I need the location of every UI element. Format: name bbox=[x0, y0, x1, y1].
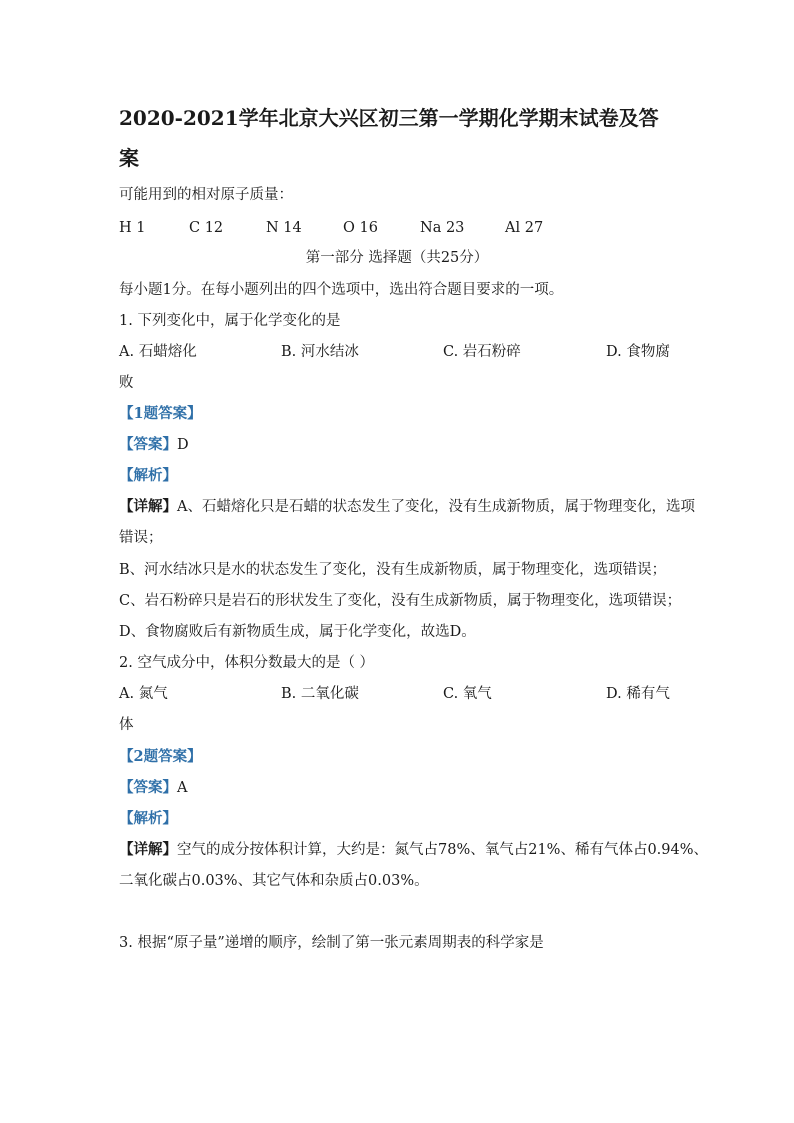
q1-stem: 1. 下列变化中，属于化学变化的是 bbox=[119, 313, 341, 329]
q1-answer-line bbox=[119, 435, 189, 455]
section-heading: 第一部分 选择题（共25分） bbox=[305, 250, 489, 266]
q1-detail-line4: C、岩石粉碎只是岩石的形状发生了变化，没有生成新物质，属于物理变化，选项错误； bbox=[119, 593, 682, 609]
q2-option-c: C. 氧气 bbox=[443, 686, 492, 702]
q1-detail-line3: B、河水结冰只是水的状态发生了变化，没有生成新物质，属于物理变化，选项错误； bbox=[119, 562, 667, 578]
q2-detail-line2: 二氧化碳占0.03%、其它气体和杂质占0.03%。 bbox=[119, 873, 429, 889]
q2-detail-text1: 空气的成分按体积计算，大约是：氮气占78%、氧气占21%、稀有气体占0.94%、 bbox=[177, 842, 709, 858]
q1-detail-label: 【详解】 bbox=[119, 498, 177, 515]
q1-option-a: A. 石蜡熔化 bbox=[119, 344, 197, 360]
q2-stem: 2. 空气成分中，体积分数最大的是（ ） bbox=[119, 655, 375, 671]
q3-stem: 3. 根据“原子量”递增的顺序，绘制了第一张元素周期表的科学家是 bbox=[119, 935, 544, 951]
q2-detail-line1 bbox=[119, 840, 708, 860]
q1-option-wrap: 败 bbox=[119, 375, 134, 391]
q1-option-c: C. 岩石粉碎 bbox=[443, 344, 521, 360]
q1-options bbox=[119, 342, 679, 362]
q1-answer-heading: 【1题答案】 bbox=[119, 405, 202, 422]
q2-answer-value: A bbox=[177, 780, 188, 796]
q2-option-a: A. 氮气 bbox=[119, 686, 168, 702]
q1-detail-line2: 错误； bbox=[119, 530, 163, 546]
mass-al: Al 27 bbox=[505, 220, 544, 236]
q2-options bbox=[119, 684, 679, 704]
q1-analysis-heading: 【解析】 bbox=[119, 467, 177, 484]
mass-h: H 1 bbox=[119, 220, 146, 236]
q2-analysis-heading: 【解析】 bbox=[119, 810, 177, 827]
q2-option-d: D. 稀有气 bbox=[606, 686, 670, 702]
q2-option-wrap: 体 bbox=[119, 717, 134, 733]
q2-answer-heading: 【2题答案】 bbox=[119, 748, 202, 765]
q1-option-d: D. 食物腐 bbox=[606, 344, 670, 360]
mass-n: N 14 bbox=[266, 220, 302, 236]
mass-o: O 16 bbox=[343, 220, 378, 236]
q1-detail-line1 bbox=[119, 497, 695, 517]
q1-option-b: B. 河水结冰 bbox=[281, 344, 359, 360]
doc-title-line1: 2020-2021学年北京大兴区初三第一学期化学期末试卷及答 bbox=[119, 106, 659, 130]
mass-na: Na 23 bbox=[420, 220, 465, 236]
mass-c: C 12 bbox=[189, 220, 224, 236]
q1-answer-value: D bbox=[177, 437, 189, 453]
instruction-text: 每小题1分。在每小题列出的四个选项中，选出符合题目要求的一项。 bbox=[119, 282, 564, 298]
q2-option-b: B. 二氧化碳 bbox=[281, 686, 359, 702]
q1-detail-text1: A、石蜡熔化只是石蜡的状态发生了变化，没有生成新物质，属于物理变化，选项 bbox=[177, 499, 695, 515]
q2-answer-label: 【答案】 bbox=[119, 779, 177, 796]
q2-detail-label: 【详解】 bbox=[119, 841, 177, 858]
intro-text: 可能用到的相对原子质量： bbox=[119, 187, 293, 203]
q1-answer-label: 【答案】 bbox=[119, 436, 177, 453]
doc-title-line2: 案 bbox=[119, 146, 139, 170]
q1-detail-line5: D、食物腐败后有新物质生成，属于化学变化，故选D。 bbox=[119, 624, 476, 640]
q2-answer-line bbox=[119, 778, 187, 798]
atomic-mass-row bbox=[119, 218, 619, 238]
